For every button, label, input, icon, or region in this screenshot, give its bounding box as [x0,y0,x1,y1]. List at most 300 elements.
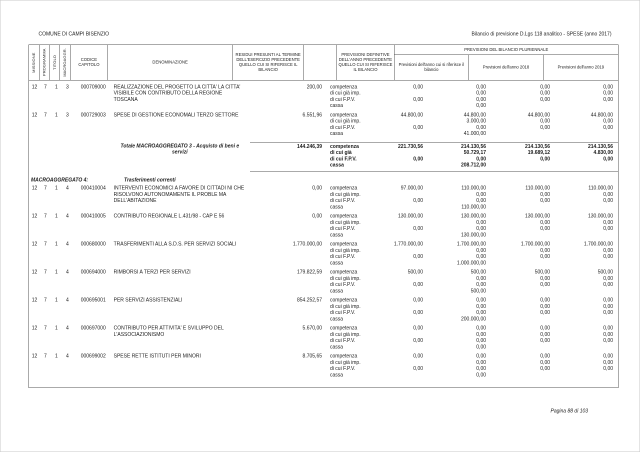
residui-value: 144.246,39 [296,144,323,150]
programma-cell: 7 [44,353,47,360]
anno-2018-value: 0,00 [540,353,551,360]
anno-rif-value: 0,00 [476,325,487,332]
anno-2019-value: 0,00 [603,331,614,338]
anno-rif-value: 0,00 [476,310,487,316]
anno-2018-value [490,103,554,109]
page-number: Pagina 88 di 103 [550,408,589,414]
line-label: di cui già imp. [330,275,361,282]
line-label: competenza [330,144,359,150]
row-values [250,270,618,295]
anno-2019-value [554,163,618,169]
programma-cell: 7 [44,325,47,332]
anno-2019-value [554,232,618,238]
residui-value: 6.551,96 [302,112,323,118]
anno-2018-value [490,372,554,378]
anno-2019-value [554,131,618,137]
prev-def-value: 0,00 [413,353,424,360]
header-bilancio-pluriennale: PREVISIONI DEL BILANCIO PLURIENNALE [395,45,619,55]
anno-2018-value: 0,00 [540,118,551,125]
anno-2019-value: 0,00 [603,325,614,332]
anno-2019-value: 0,00 [603,359,614,366]
codice-cell: 000709000 [80,84,106,90]
missione-cell: 12 [31,353,38,360]
anno-2018-value: 0,00 [540,198,551,204]
missione-cell: 12 [31,269,38,276]
section-label: MACROAGGREGATO 4: [31,177,89,183]
prev-def-value: 0,00 [413,84,424,90]
value-line [250,103,618,109]
row-values [250,298,618,323]
anno-2018-value: 0,00 [540,303,551,310]
anno-2019-value: 0,00 [603,338,614,344]
anno-rif-value: 41.000,00 [463,131,487,137]
report-title: Bilancio di previsione D.Lgs 118 analitico - SPESE (anno 2017) [471,31,612,37]
anno-2018-value: 0,00 [540,191,551,198]
line-label: di cui già imp. [330,90,361,97]
anno-rif-value: 0,00 [476,156,487,162]
value-line [250,163,618,169]
codice-cell: 000680000 [80,241,106,248]
line-label: competenza [330,269,358,276]
line-label: di cui già imp. [330,118,361,125]
line-label: competenza [330,241,358,248]
titolo-cell: 1 [54,297,58,304]
table-header [29,45,619,81]
residui-value [250,316,328,322]
line-label: di cui F.P.V. [330,282,356,288]
macroaggr-cell: 4 [65,269,69,276]
macroaggr-cell: 4 [65,353,69,360]
anno-2018-value [490,316,554,322]
prev-def-value [364,344,427,350]
denominazione-cell: PER SERVIZI ASSISTENZIALI [113,297,183,304]
residui-value [250,260,328,266]
anno-rif-value: 3.000,00 [466,118,487,125]
table-row [29,242,618,270]
table-row [29,85,618,113]
prev-def-value: 0,00 [413,254,424,260]
line-label: di cui F.P.V. [330,226,356,232]
line-label: di cui F.P.V. [330,366,356,372]
anno-2018-value: 500,00 [534,269,551,276]
header-missione [29,45,39,80]
value-line [250,260,618,266]
anno-rif-value: 0,00 [476,359,487,366]
line-label: di cui F.P.V. [330,96,356,103]
anno-2019-value: 214.130,56 [587,144,614,150]
anno-2018-value [490,204,554,210]
anno-2018-value: 214.130,56 [524,144,551,150]
row-values [250,85,618,110]
anno-2018-value [490,163,554,169]
page-footer [551,409,589,415]
titolo-cell: 1 [54,269,58,276]
anno-2019-value: 0,00 [603,96,614,103]
anno-rif-value: 0,00 [476,282,487,288]
line-label: cassa [330,260,344,266]
residui-value [250,131,328,137]
header-previsioni-definitive: PREVISIONI DEFINITIVE DELL'ANNO PRECEDENTE QUELLO CUI SI RIFERISCE IL BILANCIO [336,45,394,80]
prev-def-value: 0,00 [413,96,424,103]
anno-rif-value: 50.729,17 [463,150,487,156]
anno-rif-value: 0,00 [476,275,487,282]
missione-cell: 12 [31,241,38,248]
section-header-row [29,178,618,184]
missione-cell: 12 [31,297,38,304]
header-programma [39,45,49,80]
line-label: cassa [330,288,344,294]
residui-value: 0,00 [312,185,323,192]
prev-def-value [364,372,427,378]
anno-2018-value: 0,00 [540,325,551,332]
anno-2019-value [554,103,618,109]
titolo-cell: 1 [54,112,58,118]
missione-cell: 12 [31,213,38,220]
line-label: cassa [330,316,344,322]
anno-rif-value: 130.000,00 [460,213,487,220]
row-values [250,113,618,138]
anno-rif-value: 0,00 [476,90,487,97]
titolo-cell: 1 [54,84,58,90]
table-row [29,326,618,354]
anno-2018-value: 0,00 [540,366,551,372]
anno-rif-value: 500,00 [470,269,487,276]
prev-def-value: 0,00 [413,156,424,162]
titolo-cell: 1 [54,353,58,360]
prev-def-value: 221.730,56 [397,144,424,150]
header-missione-label: MISSIONE [31,52,37,73]
table-row [29,186,618,214]
value-line [250,372,618,378]
anno-2018-value: 0,00 [540,124,551,131]
section-title: Trasferimenti correnti [124,177,176,183]
anno-2019-value: 0,00 [603,198,614,204]
anno-rif-value: 0,00 [476,124,487,131]
anno-rif-value: 1.000.000,00 [456,260,487,266]
programma-cell: 7 [44,213,47,220]
anno-2019-value [554,260,618,266]
line-label: cassa [330,162,344,169]
value-line [250,232,618,238]
residui-value: 5.670,00 [302,325,323,332]
budget-table [29,45,619,389]
residui-value [250,103,328,109]
anno-2019-value: 0,00 [603,353,614,360]
anno-2019-value: 0,00 [603,118,614,125]
prev-def-value: 0,00 [413,297,424,304]
anno-2018-value: 44.800,00 [527,112,551,118]
header-previsioni-2018: Previsioni dell'anno 2018 [468,55,543,80]
residui-value [250,372,328,378]
denominazione-cell: CONTRIBUTO REGIONALE L.431/98 - CAP E 56 [113,213,225,220]
anno-rif-value: 200.000,00 [460,316,487,322]
macroaggr-cell: 4 [65,213,69,220]
line-label: di cui già imp. [330,219,361,226]
denominazione-cell: REALIZZAZIONE DEL PROGETTO LA CITTA' LA CITTA' VISIBILE CON CONTRIBUTO DELLA REGIONE TOSCANA [113,84,241,103]
anno-2018-value: 110.000,00 [525,185,551,192]
programma-cell: 7 [44,185,47,192]
prev-def-value: 0,00 [413,338,424,344]
line-label: competenza [330,325,358,332]
anno-2018-value: 0,00 [540,247,551,254]
table-row [29,354,618,382]
anno-2018-value: 0,00 [540,90,551,97]
macroaggr-cell: 4 [65,297,69,304]
residui-value [250,232,328,238]
macroaggr-cell: 4 [65,241,69,248]
denominazione-cell: SPESE DI GESTIONE ECONOMALI TERZO SETTORE [113,112,239,118]
denominazione-cell: Totale MACROAGGREGATO 3 - Acquisto di beni e servizi [120,143,240,156]
residui-value: 854.252,57 [296,297,323,304]
line-label: cassa [330,204,344,210]
line-label: di cui già [330,150,352,156]
residui-value: 8.705,65 [302,353,323,360]
anno-2019-value: 0,00 [603,90,614,97]
line-label: di cui già imp. [330,191,361,198]
table-row [29,214,618,242]
anno-rif-value: 0,00 [476,96,487,103]
anno-2018-value [490,131,554,137]
anno-2018-value: 1.700.000,00 [520,241,551,248]
anno-rif-value: 0,00 [476,103,487,109]
table-body [29,81,619,389]
anno-2019-value [554,288,618,294]
residui-value: 1.770.000,00 [292,241,323,248]
anno-rif-value: 0,00 [476,353,487,360]
codice-cell: 000410004 [80,185,106,192]
anno-2019-value [554,316,618,322]
anno-2018-value: 0,00 [540,84,551,90]
anno-2018-value: 0,00 [540,254,551,260]
value-line [250,131,618,137]
anno-rif-value: 130.000,00 [460,232,487,238]
prev-def-value: 0,00 [413,325,424,332]
anno-rif-value: 500,00 [470,288,487,294]
value-line [250,288,618,294]
residui-value [250,163,328,169]
anno-rif-value: 0,00 [476,191,487,198]
anno-rif-value: 0,00 [476,198,487,204]
anno-2018-value: 0,00 [540,96,551,103]
prev-def-value [364,232,427,238]
line-label: cassa [330,131,344,137]
line-label: di cui già imp. [330,303,361,310]
titolo-cell: 1 [54,241,58,248]
anno-rif-value: 44.800,00 [463,112,487,118]
prev-def-value: 0,00 [413,282,424,288]
anno-2018-value [490,232,554,238]
anno-2018-value: 0,00 [540,359,551,366]
anno-rif-value: 0,00 [476,344,487,350]
denominazione-cell: CONTRIBUTO PER ATTIVITA' E SVILUPPO DEL L'ASSOCIAZIONISMO [113,325,224,338]
header-denominazione: DENOMINAZIONE [107,45,232,80]
page-header [39,32,612,38]
line-label: di cui F.P.V. [330,198,356,204]
anno-2019-value: 110.000,00 [588,185,614,192]
codice-cell: 000697000 [80,325,106,332]
missione-cell: 12 [31,325,38,332]
anno-rif-value: 0,00 [476,84,487,90]
anno-rif-value: 214.130,56 [460,144,487,150]
anno-rif-value: 0,00 [476,331,487,338]
anno-rif-value: 110.000,00 [461,185,487,192]
macroaggr-cell: 3 [65,112,69,118]
prev-def-value: 1.770.000,00 [393,241,424,248]
anno-rif-value: 0,00 [476,372,487,378]
prev-def-value [364,316,427,322]
row-values [250,326,618,351]
anno-rif-value: 0,00 [476,247,487,254]
header-macroaggr-label: MACROAGGR. [62,48,68,77]
anno-2019-value: 0,00 [603,219,614,226]
anno-2018-value: 0,00 [540,338,551,344]
line-label: di cui F.P.V. [330,254,356,260]
programma-cell: 7 [44,112,47,118]
codice-cell: 000699002 [80,353,106,360]
anno-2019-value [554,372,618,378]
prev-def-value: 0,00 [413,226,424,232]
codice-cell: 000410005 [80,213,106,220]
prev-def-value [364,163,427,169]
anno-2019-value: 0,00 [603,310,614,316]
anno-2019-value: 0,00 [603,275,614,282]
anno-2019-value: 0,00 [603,156,614,162]
prev-def-value: 44.800,00 [400,112,424,118]
prev-def-value [364,204,427,210]
macroaggr-cell: 4 [65,325,69,332]
line-label: di cui F.P.V. [330,310,356,316]
prev-def-value: 97.000,00 [400,185,424,192]
line-label: competenza [330,353,358,360]
anno-2018-value [490,344,554,350]
line-label: cassa [330,232,344,238]
prev-def-value [364,131,427,137]
line-label: di cui già imp. [330,331,361,338]
prev-def-value: 0,00 [413,198,424,204]
line-label: competenza [330,213,358,220]
anno-2019-value: 1.700.000,00 [583,241,614,248]
value-line [250,204,618,210]
line-label: competenza [330,185,358,192]
anno-rif-value: 0,00 [476,338,487,344]
residui-value: 0,00 [312,213,323,220]
codice-cell: 000695001 [80,297,106,304]
anno-2019-value: 0,00 [603,366,614,372]
anno-2018-value [490,288,554,294]
header-titolo [49,45,59,80]
line-label: cassa [330,372,344,378]
anno-2018-value: 0,00 [540,226,551,232]
line-label: di cui F.P.V. [330,156,357,162]
anno-rif-value: 0,00 [476,297,487,304]
missione-cell: 12 [31,112,38,118]
programma-cell: 7 [44,297,47,304]
anno-2019-value [554,204,618,210]
row-values [250,354,618,379]
anno-2018-value: 0,00 [540,275,551,282]
prev-def-value: 130.000,00 [397,213,424,220]
macroaggr-cell: 4 [65,185,69,192]
anno-rif-value: 0,00 [476,303,487,310]
row-values [250,214,618,239]
anno-2018-value: 0,00 [540,156,551,162]
anno-2018-value [490,260,554,266]
anno-rif-value: 0,00 [476,226,487,232]
anno-2018-value: 0,00 [540,310,551,316]
anno-2019-value: 0,00 [603,254,614,260]
anno-2019-value: 500,00 [597,269,614,276]
value-line [250,316,618,322]
missione-cell: 12 [31,84,38,90]
codice-cell: 000729003 [80,112,106,118]
anno-rif-value: 0,00 [476,254,487,260]
programma-cell: 7 [44,84,47,90]
anno-2018-value: 0,00 [540,297,551,304]
anno-2019-value: 0,00 [603,191,614,198]
denominazione-cell: SPESE RETTE ISTITUTI PER MINORI [113,353,201,360]
anno-2018-value: 0,00 [540,282,551,288]
line-label: di cui F.P.V. [330,338,356,344]
anno-2019-value: 0,00 [603,124,614,131]
titolo-cell: 1 [54,213,58,220]
row-values [250,242,618,267]
residui-value [250,204,328,210]
header-residui-presunti: RESIDUI PRESUNTI AL TERMINE DELL'ESERCIZIO PRECEDENTE QUELLO CUI SI RIFERISCE IL BILANCIO [232,45,303,80]
anno-2019-value: 4.830,00 [593,150,614,156]
table-row [29,270,618,298]
anno-rif-value: 110.000,00 [461,204,487,210]
anno-2019-value: 0,00 [603,297,614,304]
anno-2019-value: 130.000,00 [587,213,614,220]
programma-cell: 7 [44,269,47,276]
anno-2019-value: 0,00 [603,247,614,254]
anno-2019-value: 0,00 [603,226,614,232]
line-label: competenza [330,297,358,304]
residui-value [250,288,328,294]
header-previsioni-2019: Previsioni dell'anno 2019 [543,55,618,80]
anno-2018-value: 19.689,12 [527,150,551,156]
residui-value [250,344,328,350]
prev-def-value [364,288,427,294]
comune-title: COMUNE DI CAMPI BISENZIO [38,31,110,37]
residui-value: 200,00 [306,84,323,90]
value-line [250,344,618,350]
prev-def-value: 0,00 [413,310,424,316]
line-label: di cui già imp. [330,247,361,254]
header-titolo-label: TITOLO [52,55,57,70]
header-codice-capitolo: CODICE CAPITOLO [70,45,108,80]
line-label: competenza [330,84,358,90]
anno-2019-value: 0,00 [603,84,614,90]
line-label: cassa [330,344,344,350]
codice-cell: 000694000 [80,269,106,276]
prev-def-value [364,103,427,109]
residui-value: 179.822,59 [296,269,323,276]
denominazione-cell: INTERVENTI ECONOMICI A FAVORE DI CITTADI NI CHE RISOLVONO AUTONOMAMENTE IL PROBLE MA DELL'ABITAZIONE [113,185,245,204]
line-label: di cui F.P.V. [330,124,356,131]
anno-2018-value: 130.000,00 [524,213,551,220]
anno-2019-value [554,344,618,350]
table-row [29,298,618,326]
denominazione-cell: TRASFERIMENTI ALLA S.D.S. PER SERVIZI SOCIALI [113,241,237,248]
missione-cell: 12 [31,185,38,192]
anno-rif-value: 208.712,00 [460,162,487,169]
anno-rif-value: 0,00 [476,366,487,372]
macroaggr-cell: 3 [65,84,69,90]
header-previsioni-anno-riferimento: Previsioni dell'anno cui si riferisce il bilancio [398,62,465,72]
anno-2019-value: 0,00 [603,282,614,288]
anno-2019-value: 0,00 [603,303,614,310]
